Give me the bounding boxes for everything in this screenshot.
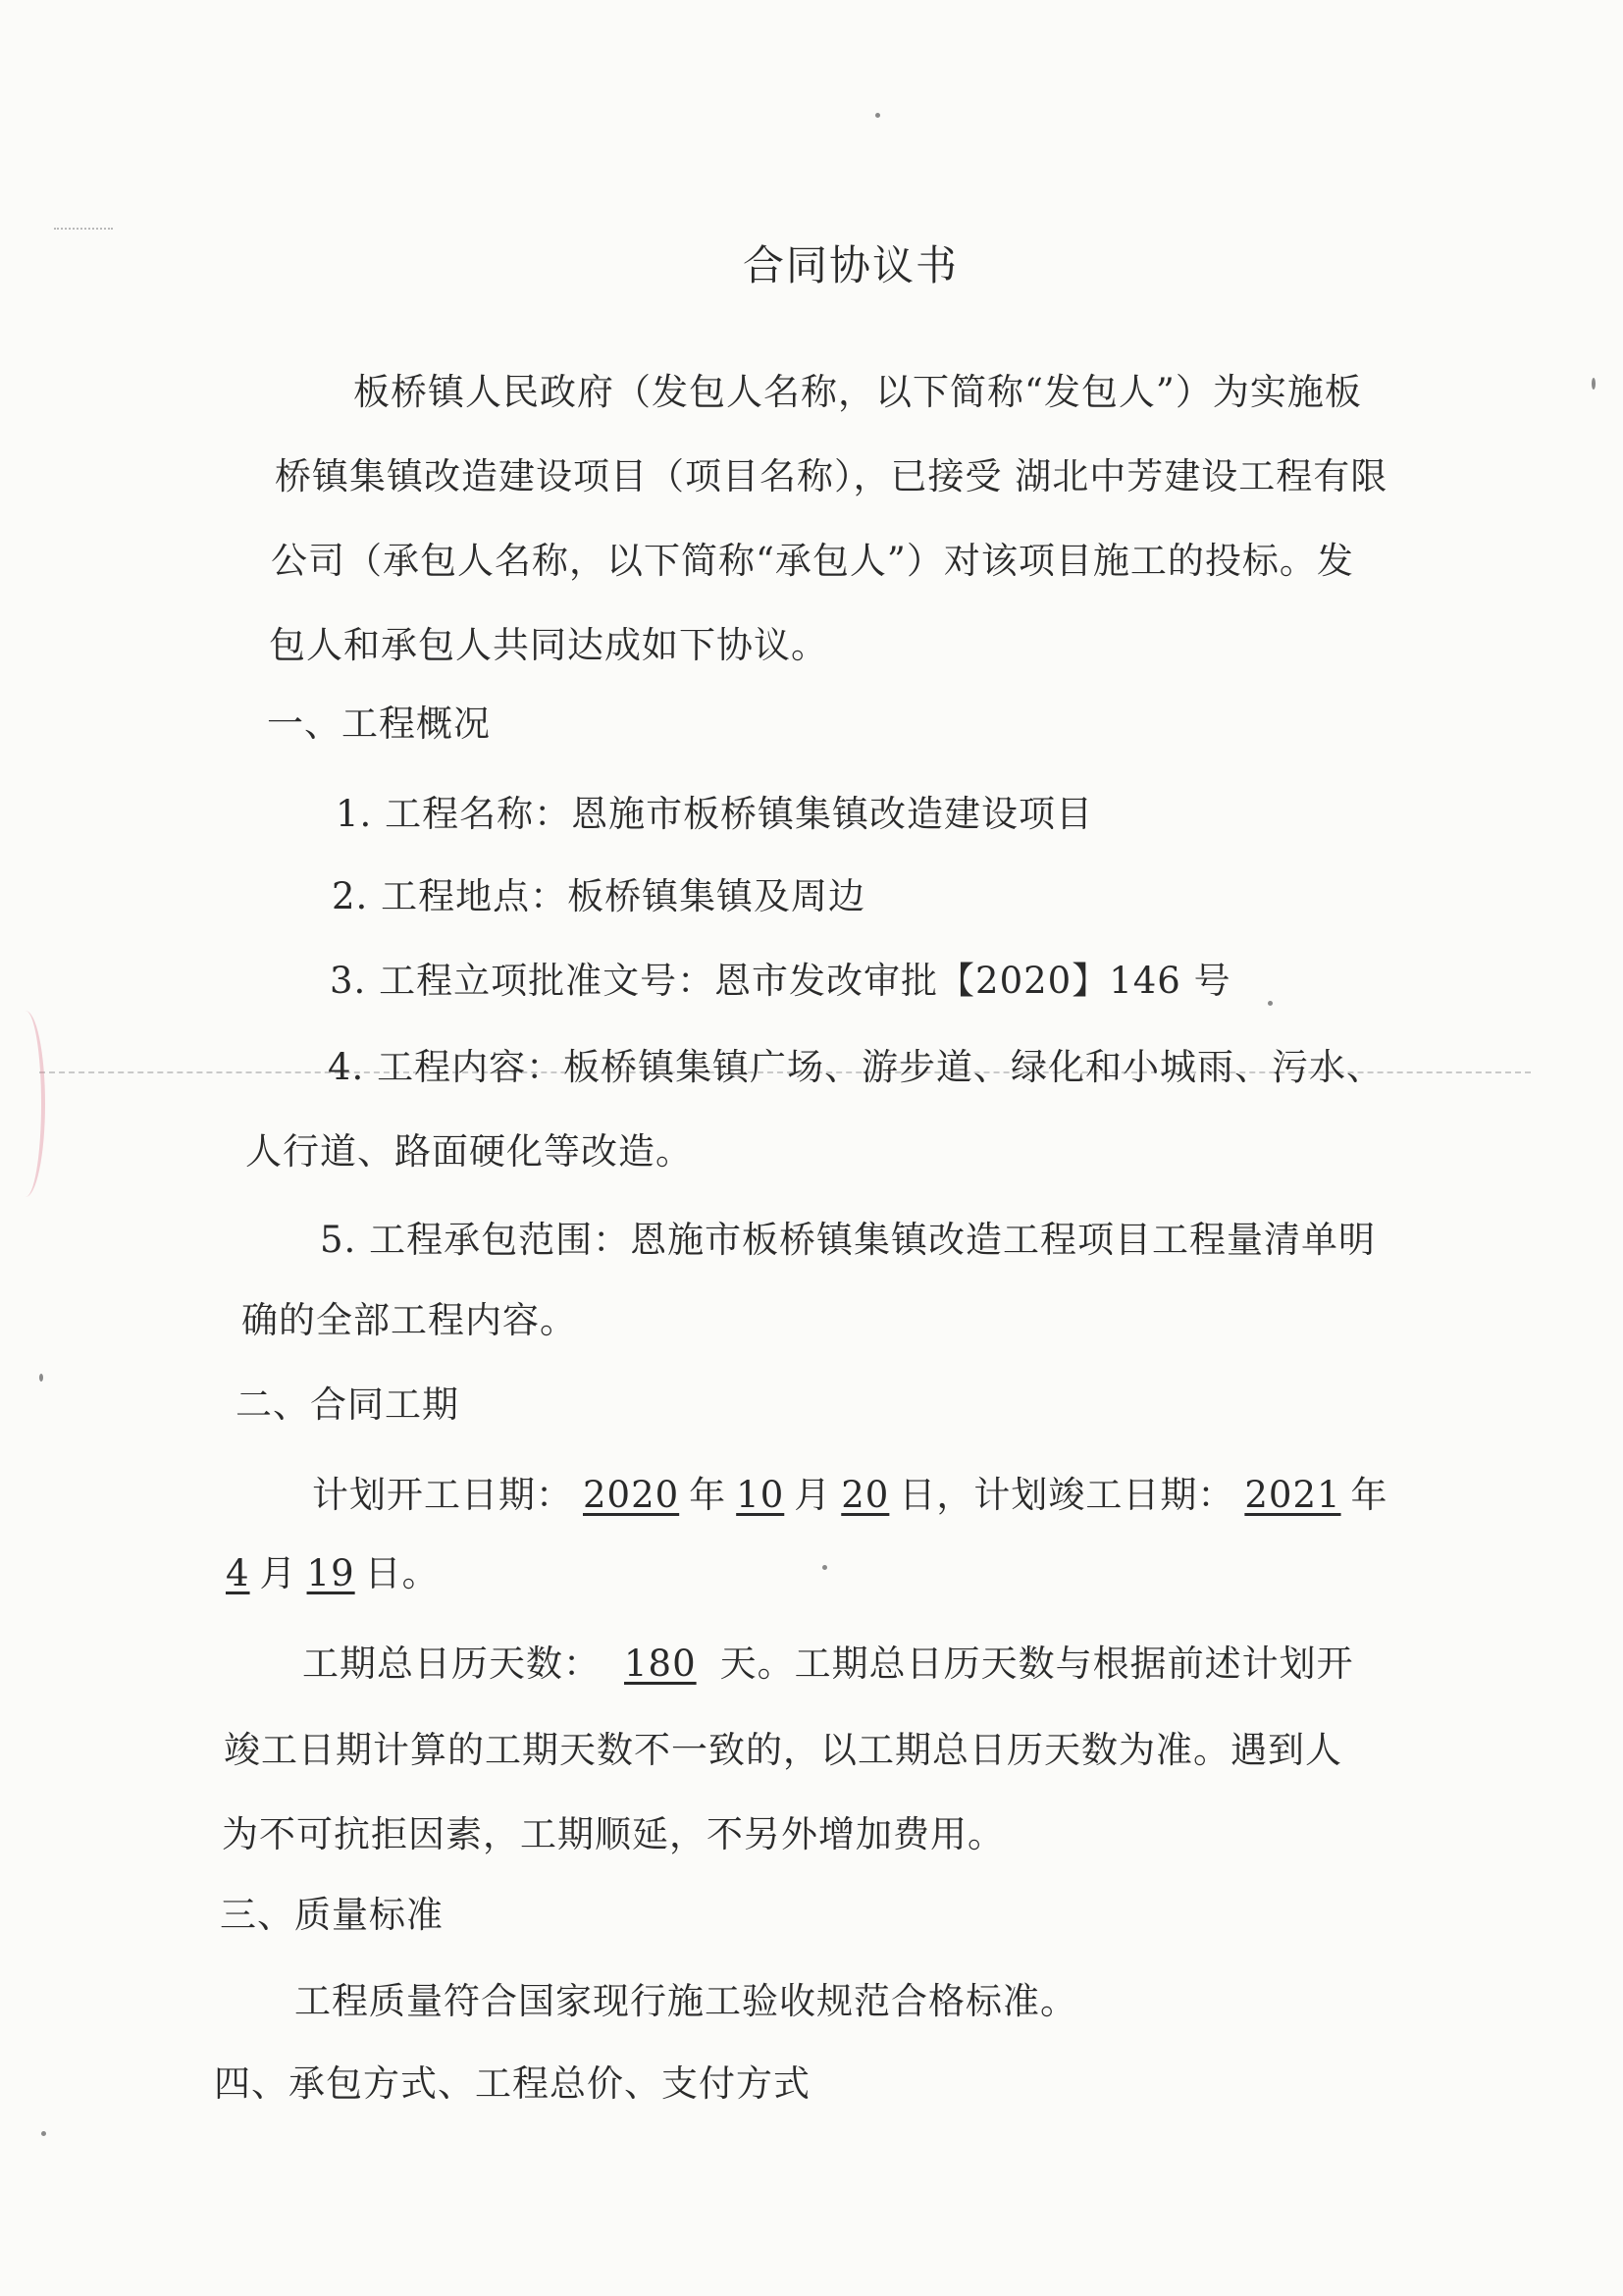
stamp-fragment [6,1011,45,1197]
document-title: 合同协议书 [742,241,959,289]
end-day: 19 [306,1552,355,1594]
intro-line-3: 公司（承包人名称，以下简称“承包人”）对该项目施工的投标。发 [271,540,1354,582]
scan-artifact-dots [54,228,113,230]
section-1-item-4-line-2: 人行道、路面硬化等改造。 [245,1130,693,1173]
section-1-item-2: 2. 工程地点：板桥镇集镇及周边 [332,875,866,917]
month-char: 月 [794,1474,832,1516]
section-2-heading: 二、合同工期 [236,1383,459,1426]
scan-speck [875,113,880,118]
section-3-text: 工程质量符合国家现行施工验收规范合格标准。 [294,1980,1077,2022]
start-day: 20 [841,1474,890,1516]
total-days-label: 工期总日历天数： [302,1643,601,1685]
scan-speck [1268,1001,1273,1006]
scan-speck [1592,378,1596,390]
start-year: 2020 [583,1474,680,1516]
scan-speck [41,2131,46,2136]
days-char: 天。 [719,1643,795,1685]
day-char: 日， [899,1474,974,1516]
intro-line-1: 板桥镇人民政府（发包人名称，以下简称“发包人”）为实施板 [353,371,1362,413]
end-day-char: 日。 [364,1552,440,1594]
end-date-label: 计划竣工日期： [973,1474,1235,1516]
total-days-value: 180 [624,1643,697,1685]
year-char: 年 [689,1474,727,1516]
section-1-item-4-line-1: 4. 工程内容：板桥镇集镇广场、游步道、绿化和小城雨、污水、 [328,1046,1385,1088]
section-1-item-5-line-1: 5. 工程承包范围：恩施市板桥镇集镇改造工程项目工程量清单明 [320,1219,1377,1261]
schedule-line-1 [312,1472,1388,1519]
intro-line-2: 桥镇集镇改造建设项目（项目名称），已接受 湖北中芳建设工程有限 [275,455,1388,497]
total-days-line-3: 为不可抗拒因素，工期顺延，不另外增加费用。 [222,1813,1005,1855]
total-days-text: 工期总日历天数与根据前述计划开 [794,1643,1354,1685]
scan-speck [822,1565,827,1570]
section-4-heading: 四、承包方式、工程总价、支付方式 [214,2062,811,2105]
start-month: 10 [736,1474,785,1516]
total-days-line-2: 竣工日期计算的工期天数不一致的，以工期总日历天数为准。遇到人 [224,1729,1342,1771]
section-1-item-5-line-2: 确的全部工程内容。 [241,1299,577,1341]
intro-line-4: 包人和承包人共同达成如下协议。 [269,624,828,666]
year-char-2: 年 [1350,1474,1388,1516]
month-char-2: 月 [259,1552,297,1594]
section-1-item-1: 1. 工程名称：恩施市板桥镇集镇改造建设项目 [336,793,1094,835]
start-date-label: 计划开工日期： [312,1474,573,1516]
end-year: 2021 [1244,1474,1341,1516]
section-3-heading: 三、质量标准 [220,1894,444,1936]
section-1-item-3: 3. 工程立项批准文号：恩市发改审批【2020】146 号 [330,960,1231,1002]
scan-speck [39,1374,43,1382]
end-month: 4 [226,1552,250,1594]
schedule-line-2 [222,1550,440,1597]
section-1-heading: 一、工程概况 [267,703,491,745]
total-days-line-1 [302,1641,1354,1688]
